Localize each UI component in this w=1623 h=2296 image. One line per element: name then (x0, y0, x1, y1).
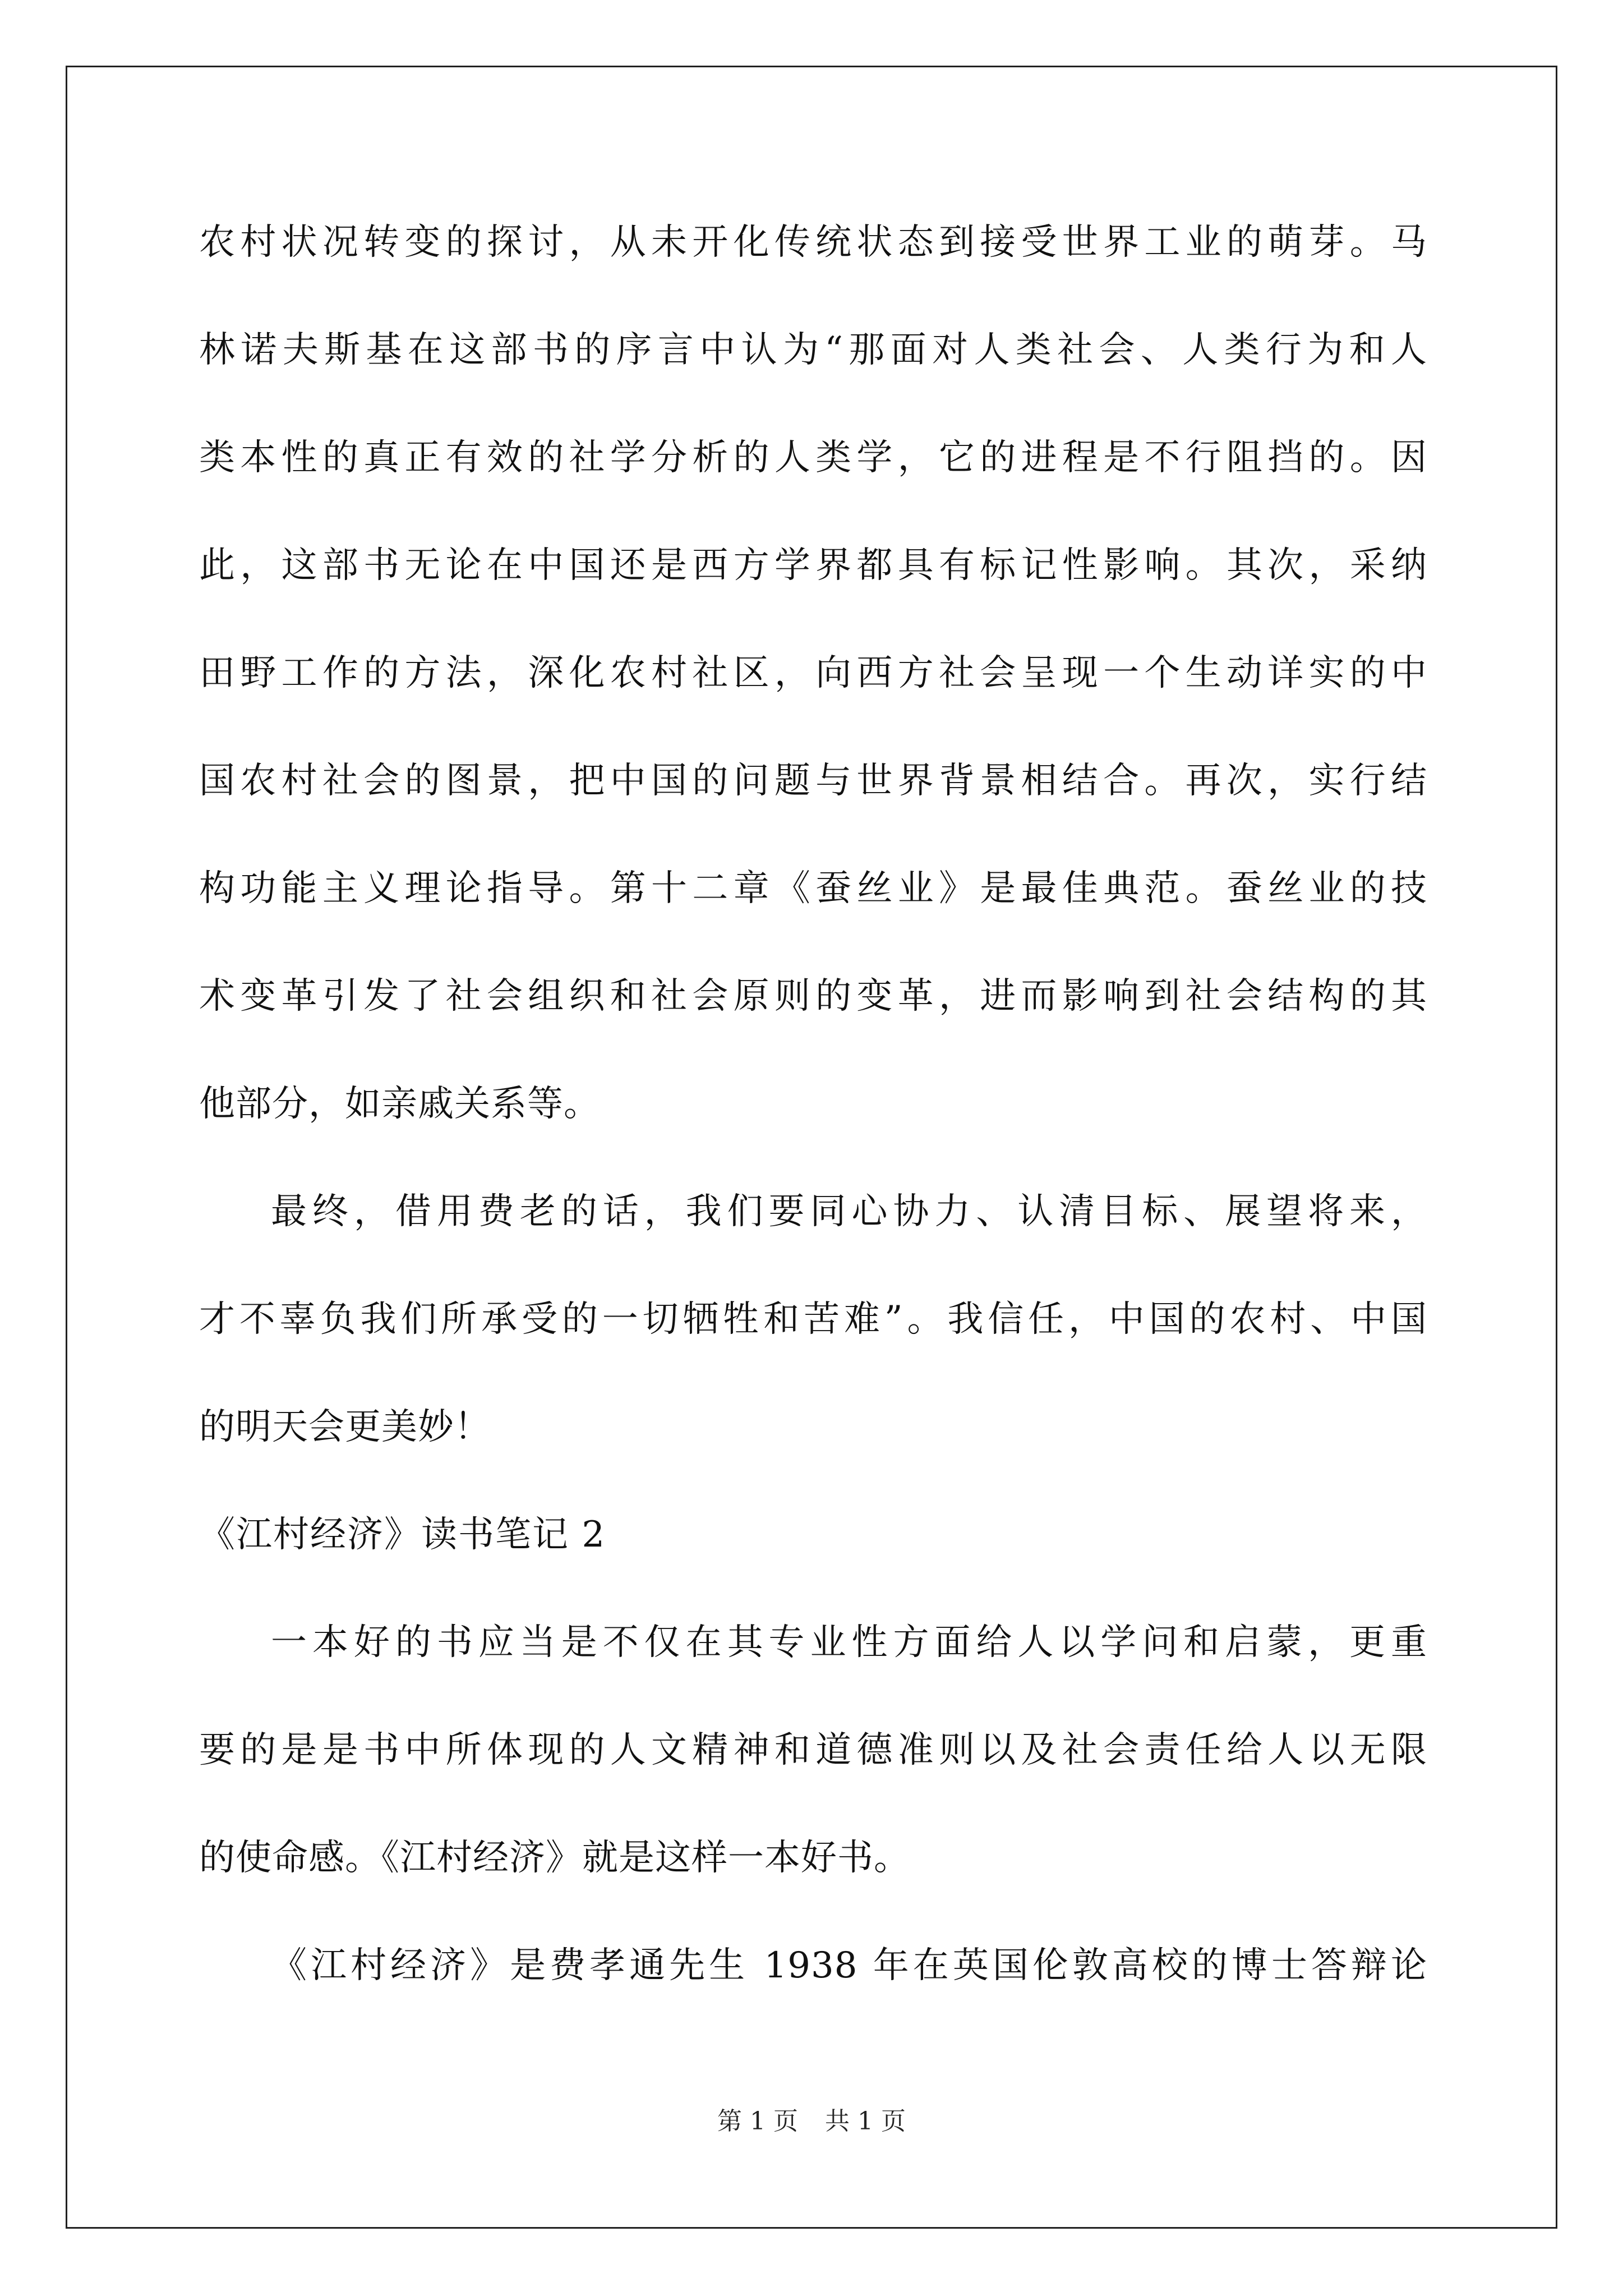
page-total: 共 1 页 (825, 2107, 906, 2136)
text-line: 术变革引发了社会组织和社会原则的变革，进而影响到社会结构的其 (199, 976, 1427, 1017)
text-line: 的使命感。《江村经济》就是这样一本好书。 (199, 1837, 910, 1879)
text-line: 国农村社会的图景，把中国的问题与世界背景相结合。再次，实行结 (199, 760, 1427, 802)
page-number: 第 1 页 (717, 2107, 798, 2136)
text-line: 类本性的真正有效的社学分析的人类学，它的进程是不行阻挡的。因 (199, 437, 1427, 478)
text-line: 此，这部书无论在中国还是西方学界都具有标记性影响。其次，采纳 (199, 545, 1427, 586)
text-line: 的明天会更美妙！ (199, 1406, 491, 1448)
text-line: 农村状况转变的探讨，从未开化传统状态到接受世界工业的萌芽。马 (199, 222, 1427, 263)
text-line: 田野工作的方法，深化农村社区，向西方社会呈现一个生动详实的中 (199, 652, 1427, 694)
paragraph-first-line: 一本好的书应当是不仅在其专业性方面给人以学问和启蒙，更重 (271, 1622, 1427, 1663)
text-line: 要的是是书中所体现的人文精神和道德准则以及社会责任给人以无限 (199, 1729, 1427, 1771)
document-body (199, 224, 1427, 2055)
text-line: 他部分，如亲戚关系等。 (199, 1083, 600, 1125)
section-heading: 《江村经济》读书笔记 2 (199, 1514, 606, 1556)
paragraph-first-line: 最终，借用费老的话，我们要同心协力、认清目标、展望将来， (271, 1191, 1427, 1232)
page-footer (0, 2109, 1623, 2134)
paragraph-first-line: 《江村经济》是费孝通先生 1938 年在英国伦敦高校的博士答辩论 (271, 1945, 1427, 1986)
text-line: 才不辜负我们所承受的一切牺牲和苦难”。我信任，中国的农村、中国 (199, 1299, 1427, 1340)
text-line: 构功能主义理论指导。第十二章《蚕丝业》是最佳典范。蚕丝业的技 (199, 868, 1427, 909)
text-line: 林诺夫斯基在这部书的序言中认为“那面对人类社会、人类行为和人 (199, 329, 1427, 371)
